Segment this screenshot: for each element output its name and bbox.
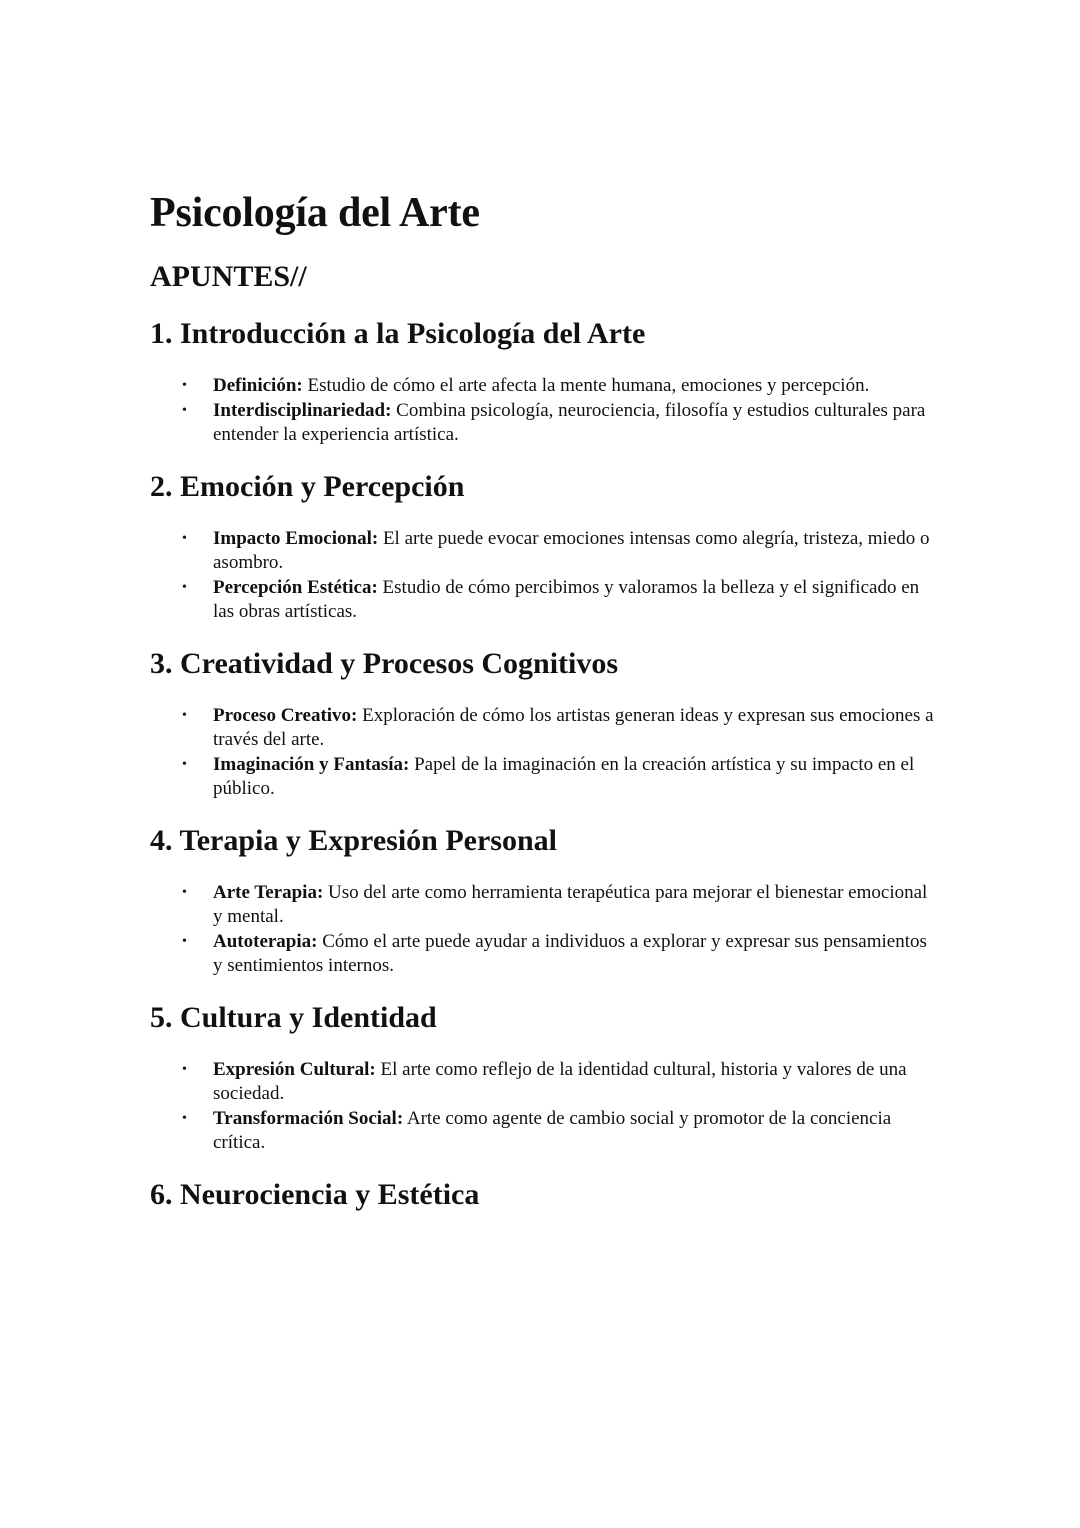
item-text: El arte puede evocar emociones intensas como alegría, tristeza, miedo o asombro.	[213, 527, 930, 574]
item-term: Autoterapia:	[213, 930, 318, 952]
section-bullet-list	[150, 881, 940, 979]
list-item	[182, 576, 940, 625]
item-text: Estudio de cómo el arte afecta la mente humana, emociones y percepción.	[302, 375, 870, 397]
section-heading: 1. Introducción a la Psicología del Arte	[150, 317, 646, 351]
list-item	[182, 527, 940, 576]
bullet-icon: •	[182, 402, 187, 418]
section-6	[150, 1178, 940, 1211]
item-term: Proceso Creativo:	[213, 704, 358, 726]
list-item	[182, 374, 940, 399]
bullet-icon: •	[182, 707, 187, 723]
bullet-icon: •	[182, 933, 187, 949]
section-heading: 3. Creatividad y Procesos Cognitivos	[150, 646, 619, 680]
item-term: Percepción Estética:	[213, 576, 378, 598]
bullet-icon: •	[182, 1110, 187, 1126]
bullet-icon: •	[182, 530, 187, 546]
item-text: Arte como agente de cambio social y promotor de la conciencia crítica.	[213, 1107, 892, 1154]
section-1	[150, 317, 940, 448]
item-term: Transformación Social:	[213, 1107, 404, 1129]
section-bullet-list	[150, 527, 940, 625]
page-title: Psicología del Arte	[150, 190, 480, 236]
item-text: Papel de la imaginación en la creación artística y su impacto en el público.	[213, 753, 915, 800]
item-text: El arte como reflejo de la identidad cultural, historia y valores de una sociedad.	[213, 1058, 907, 1105]
list-item	[182, 753, 940, 802]
item-text: Uso del arte como herramienta terapéutica para mejorar el bienestar emocional y mental.	[213, 881, 928, 928]
section-heading: 4. Terapia y Expresión Personal	[150, 823, 557, 857]
list-item	[182, 930, 940, 979]
list-item	[182, 704, 940, 753]
item-term: Definición:	[213, 375, 303, 397]
item-term: Expresión Cultural:	[213, 1058, 376, 1080]
section-heading: 5. Cultura y Identidad	[150, 1000, 437, 1034]
bullet-icon: •	[182, 579, 187, 595]
list-item	[182, 399, 940, 448]
bullet-icon: •	[182, 378, 187, 394]
item-term: Interdisciplinariedad:	[213, 399, 392, 421]
item-text: Exploración de cómo los artistas generan ideas y expresan sus emociones a través del arte.	[213, 704, 934, 751]
section-heading: 2. Emoción y Percepción	[150, 469, 465, 503]
section-bullet-list	[150, 1058, 940, 1156]
section-bullet-list	[150, 374, 940, 448]
page-subtitle: APUNTES//	[150, 260, 307, 294]
item-text: Estudio de cómo percibimos y valoramos la belleza y el significado en las obras artísticas.	[213, 576, 920, 623]
section-4	[150, 824, 940, 979]
section-2	[150, 470, 940, 625]
item-term: Impacto Emocional:	[213, 527, 379, 549]
section-bullet-list	[150, 704, 940, 802]
list-item	[182, 1058, 940, 1107]
item-term: Arte Terapia:	[213, 881, 324, 903]
bullet-icon: •	[182, 1061, 187, 1077]
item-text: Combina psicología, neurociencia, filosofía y estudios culturales para entender la experiencia artística.	[213, 399, 926, 446]
item-text: Cómo el arte puede ayudar a individuos a explorar y expresar sus pensamientos y sentimientos internos.	[213, 930, 927, 977]
section-5	[150, 1001, 940, 1156]
bullet-icon: •	[182, 884, 187, 900]
item-term: Imaginación y Fantasía:	[213, 753, 410, 775]
list-item	[182, 1107, 940, 1156]
section-3	[150, 647, 940, 802]
section-heading: 6. Neurociencia y Estética	[150, 1177, 480, 1211]
list-item	[182, 881, 940, 930]
bullet-icon: •	[182, 756, 187, 772]
